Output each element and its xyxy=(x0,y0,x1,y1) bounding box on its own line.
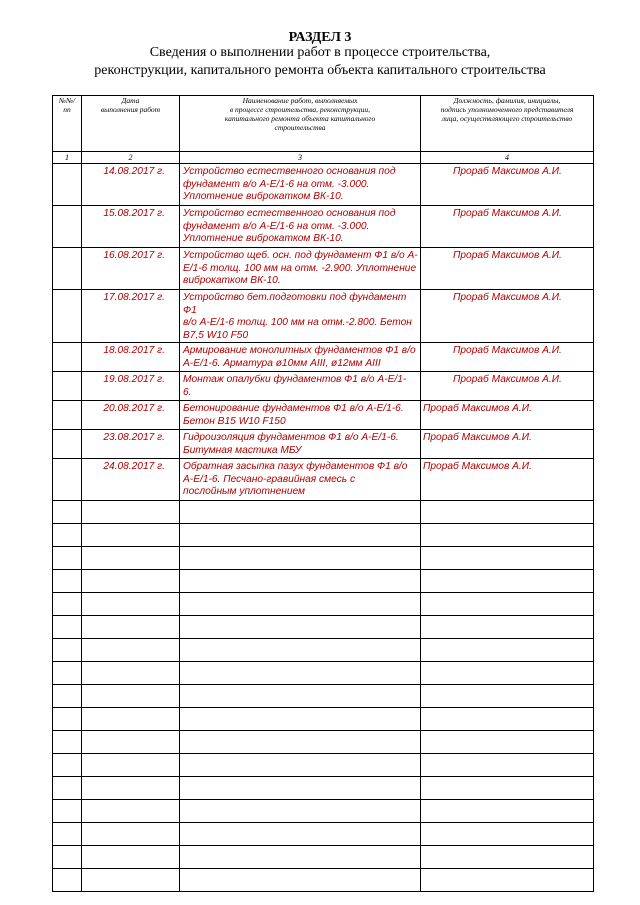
entry-work-description xyxy=(180,459,421,501)
blank-cell xyxy=(421,570,594,593)
blank-cell xyxy=(82,570,180,593)
table-row xyxy=(53,401,594,430)
entry-date: 19.08.2017 г. xyxy=(82,372,180,401)
entry-date: 15.08.2017 г. xyxy=(82,206,180,248)
blank-cell xyxy=(180,869,421,892)
work-line: виброкатком ВК-10. xyxy=(183,275,281,286)
work-line: В7,5 W10 F50 xyxy=(183,329,249,341)
work-line: Устройство естественного основания под xyxy=(183,166,396,177)
blank-cell xyxy=(82,593,180,616)
work-line: в/о А-Е/1-6 толщ. 100 мм на отм.-2.800. Бетон xyxy=(183,317,412,328)
blank-table-row xyxy=(53,501,594,524)
blank-cell xyxy=(180,731,421,754)
table-row xyxy=(53,290,594,343)
entry-responsible: Прораб Максимов А.И. xyxy=(421,164,594,206)
work-line: фундамент в/о А-Е/1-6 на отм. -3.000. xyxy=(183,220,370,232)
blank-cell xyxy=(53,777,82,800)
entry-date: 17.08.2017 г. xyxy=(82,290,180,343)
entry-responsible: Прораб Максимов А.И. xyxy=(421,430,594,459)
column-number: 4 xyxy=(421,152,594,164)
section-title: РАЗДЕЛ 3 xyxy=(288,30,352,45)
entry-date: 24.08.2017 г. xyxy=(82,459,180,501)
entry-number xyxy=(53,430,82,459)
blank-cell xyxy=(82,731,180,754)
blank-cell xyxy=(421,639,594,662)
blank-cell xyxy=(180,685,421,708)
blank-table-row xyxy=(53,777,594,800)
blank-cell xyxy=(421,731,594,754)
blank-cell xyxy=(180,593,421,616)
blank-cell xyxy=(82,869,180,892)
work-line: Е/1-6 толщ. 100 мм на отм. -2.900. Уплотнение xyxy=(183,262,417,274)
header-number: №№/ пп xyxy=(53,96,82,152)
entry-work-description xyxy=(180,206,421,248)
blank-cell xyxy=(180,823,421,846)
work-line: А-Е/1-6. Арматура ø10мм АIII, ø12мм АIII xyxy=(183,357,381,369)
entry-work-description xyxy=(180,164,421,206)
blank-cell xyxy=(53,708,82,731)
blank-cell xyxy=(180,662,421,685)
blank-cell xyxy=(53,869,82,892)
blank-cell xyxy=(82,524,180,547)
blank-cell xyxy=(82,685,180,708)
section-subtitle-line-2: реконструкции, капитального ремонта объекта капитального строительства xyxy=(94,63,546,78)
blank-cell xyxy=(421,800,594,823)
blank-cell xyxy=(180,777,421,800)
blank-table-row xyxy=(53,731,594,754)
entry-responsible: Прораб Максимов А.И. xyxy=(421,401,594,430)
work-line: Армирование монолитных фундаментов Ф1 в/о xyxy=(183,345,416,356)
blank-cell xyxy=(421,616,594,639)
work-line: Уплотнение виброкатком ВК-10. xyxy=(183,191,344,202)
blank-cell xyxy=(180,800,421,823)
column-number-row xyxy=(53,152,594,164)
blank-cell xyxy=(82,777,180,800)
blank-cell xyxy=(82,754,180,777)
blank-cell xyxy=(421,593,594,616)
blank-cell xyxy=(53,547,82,570)
work-line: Устройство бет.подготовки под фундамент Ф1 xyxy=(183,292,407,316)
blank-cell xyxy=(421,524,594,547)
entry-number xyxy=(53,343,82,372)
entry-responsible: Прораб Максимов А.И. xyxy=(421,290,594,343)
entry-work-description xyxy=(180,372,421,401)
table-row xyxy=(53,459,594,501)
table-row xyxy=(53,248,594,290)
blank-cell xyxy=(82,846,180,869)
entry-number xyxy=(53,372,82,401)
work-line: Устройство естественного основания под xyxy=(183,208,396,219)
work-line: Гидроизоляция фундаментов Ф1 в/о А-Е/1-6. xyxy=(183,432,399,443)
entry-work-description xyxy=(180,343,421,372)
column-number: 3 xyxy=(180,152,421,164)
blank-cell xyxy=(180,708,421,731)
works-log-table xyxy=(52,95,594,892)
column-number: 2 xyxy=(82,152,180,164)
entry-responsible: Прораб Максимов А.И. xyxy=(421,459,594,501)
entry-date: 23.08.2017 г. xyxy=(82,430,180,459)
blank-cell xyxy=(53,754,82,777)
table-row xyxy=(53,206,594,248)
blank-table-row xyxy=(53,869,594,892)
entry-date: 18.08.2017 г. xyxy=(82,343,180,372)
entry-number xyxy=(53,206,82,248)
blank-cell xyxy=(53,639,82,662)
blank-cell xyxy=(53,662,82,685)
entry-work-description xyxy=(180,248,421,290)
blank-cell xyxy=(421,777,594,800)
blank-cell xyxy=(421,846,594,869)
header-row xyxy=(53,96,594,152)
work-line: Бетонирование фундаментов Ф1 в/о А-Е/1-6. xyxy=(183,403,404,414)
blank-cell xyxy=(421,823,594,846)
blank-cell xyxy=(82,639,180,662)
blank-cell xyxy=(421,501,594,524)
blank-table-row xyxy=(53,662,594,685)
entry-date: 16.08.2017 г. xyxy=(82,248,180,290)
entry-date: 20.08.2017 г. xyxy=(82,401,180,430)
entry-number xyxy=(53,401,82,430)
blank-cell xyxy=(53,731,82,754)
blank-cell xyxy=(82,547,180,570)
work-line: Бетон В15 W10 F150 xyxy=(183,415,286,427)
entry-number xyxy=(53,164,82,206)
table-row xyxy=(53,372,594,401)
work-line: Обратная засыпка пазух фундаментов Ф1 в/о xyxy=(183,461,408,472)
blank-cell xyxy=(82,616,180,639)
entry-work-description xyxy=(180,430,421,459)
entry-date: 14.08.2017 г. xyxy=(82,164,180,206)
blank-table-row xyxy=(53,823,594,846)
blank-table-row xyxy=(53,754,594,777)
blank-cell xyxy=(53,800,82,823)
blank-cell xyxy=(180,547,421,570)
blank-table-row xyxy=(53,616,594,639)
header-work-name: Наименование работ, выполняемых в процессе строительства, реконструкции, капитального ремонта объекта капитального строительства xyxy=(180,96,421,152)
blank-cell xyxy=(53,846,82,869)
section-subtitle-line-1: Сведения о выполнении работ в процессе строительства, xyxy=(149,45,491,60)
blank-cell xyxy=(53,524,82,547)
table-row xyxy=(53,430,594,459)
entry-number xyxy=(53,290,82,343)
blank-cell xyxy=(180,501,421,524)
work-line: фундамент в/о А-Е/1-6 на отм. -3.000. xyxy=(183,178,370,190)
column-number: 1 xyxy=(53,152,82,164)
blank-cell xyxy=(53,593,82,616)
blank-table-row xyxy=(53,570,594,593)
table-row xyxy=(53,343,594,372)
blank-cell xyxy=(53,685,82,708)
blank-table-row xyxy=(53,639,594,662)
blank-table-row xyxy=(53,593,594,616)
blank-cell xyxy=(180,524,421,547)
blank-cell xyxy=(421,547,594,570)
blank-cell xyxy=(180,570,421,593)
work-line: Уплотнение виброкатком ВК-10. xyxy=(183,233,344,244)
blank-cell xyxy=(82,501,180,524)
entry-responsible: Прораб Максимов А.И. xyxy=(421,206,594,248)
blank-cell xyxy=(421,662,594,685)
work-line: Битумная мастика МБУ xyxy=(183,444,302,456)
blank-table-row xyxy=(53,846,594,869)
work-line: Устройство щеб. осн. под фундамент Ф1 в/о А- xyxy=(183,250,418,261)
blank-table-row xyxy=(53,800,594,823)
entry-number xyxy=(53,248,82,290)
blank-cell xyxy=(421,708,594,731)
blank-cell xyxy=(53,501,82,524)
blank-cell xyxy=(53,823,82,846)
work-line: послойным уплотнением xyxy=(183,486,306,497)
entry-responsible: Прораб Максимов А.И. xyxy=(421,248,594,290)
entry-number xyxy=(53,459,82,501)
work-line: А-Е/1-6. Песчано-гравийная смесь с xyxy=(183,473,356,485)
blank-cell xyxy=(180,846,421,869)
blank-table-row xyxy=(53,547,594,570)
blank-cell xyxy=(180,754,421,777)
blank-cell xyxy=(53,616,82,639)
table-row xyxy=(53,164,594,206)
entry-responsible: Прораб Максимов А.И. xyxy=(421,343,594,372)
blank-cell xyxy=(421,754,594,777)
blank-table-row xyxy=(53,524,594,547)
blank-cell xyxy=(421,869,594,892)
header-responsible: Должность, фамилия, инициалы, подпись уполномоченного представителя лица, осуществляющего строительство xyxy=(421,96,594,152)
blank-cell xyxy=(421,685,594,708)
blank-table-row xyxy=(53,685,594,708)
entry-work-description xyxy=(180,401,421,430)
blank-cell xyxy=(82,823,180,846)
blank-cell xyxy=(82,708,180,731)
blank-cell xyxy=(53,570,82,593)
entry-work-description xyxy=(180,290,421,343)
entry-responsible: Прораб Максимов А.И. xyxy=(421,372,594,401)
work-line: Монтаж опалубки фундаментов Ф1 в/о А-Е/1- xyxy=(183,374,407,385)
blank-cell xyxy=(82,800,180,823)
blank-cell xyxy=(82,662,180,685)
header-date: Дата выполнения работ xyxy=(82,96,180,152)
blank-cell xyxy=(180,639,421,662)
blank-cell xyxy=(180,616,421,639)
blank-table-row xyxy=(53,708,594,731)
work-line: 6. xyxy=(183,386,192,398)
